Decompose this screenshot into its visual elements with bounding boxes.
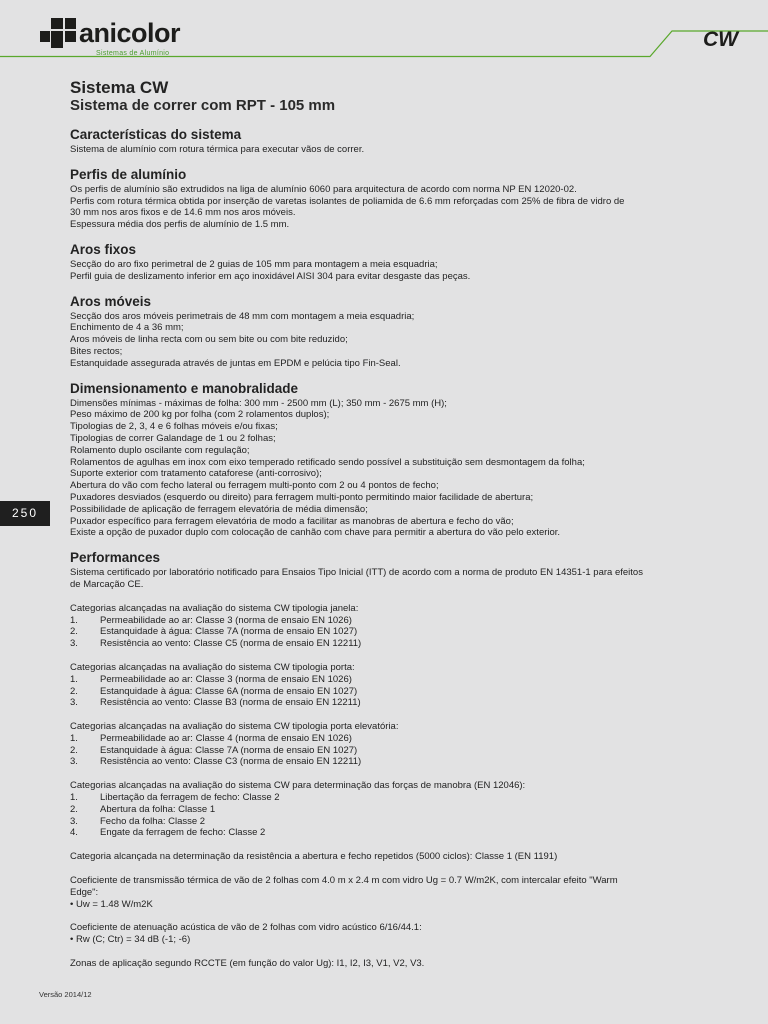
item-number: 1. [70,732,78,744]
item-number: 1. [70,614,78,626]
text-line: Sistema de alumínio com rotura térmica para executar vãos de correr. [70,144,365,155]
section-aros-moveis [70,294,700,370]
closing-transmissao-termica [70,875,700,910]
item-text: Estanquidade à água: Classe 6A (norma de ensaio EN 1027) [100,685,358,697]
text-line: Zonas de aplicação segundo RCCTE (em função do valor Ug): I1, I2, I3, V1, V2, V3. [70,958,425,970]
text-line: • Rw (C; Ctr) = 34 dB (-1; -6) [70,934,191,946]
section-title: Performances [70,550,161,566]
document-body [70,78,700,970]
item-text: Abertura da folha: Classe 1 [100,803,216,815]
text-line: Puxadores desviados (esquerdo ou direito) para ferragem multi-ponto permitindo maior facilidade de abertura; [70,491,534,503]
item-text: Resistência ao vento: Classe B3 (norma de ensaio EN 12211) [100,697,361,709]
category-group-porta-elevatoria [70,721,700,768]
item-number: 4. [70,827,78,839]
list-item [70,638,700,650]
item-number: 2. [70,803,78,815]
item-number: 3. [70,815,78,827]
text-line: Sistema certificado por laboratório notificado para Ensaios Tipo Inicial (ITT) de acordo com a norma de produto EN 14351-1 para efeitos [70,567,643,579]
group-heading: Categorias alcançadas na avaliação do sistema CW tipologia janela: [70,602,359,614]
item-number: 3. [70,756,78,768]
list-item [70,792,700,804]
text-line: Tipologias de 2, 3, 4 e 6 folhas móveis e/ou fixas; [70,421,278,433]
page-header [0,0,768,64]
item-text: Permeabilidade ao ar: Classe 4 (norma de ensaio EN 1026) [100,732,352,744]
section-dimensionamento [70,381,700,540]
text-line: Puxador específico para ferragem elevatória de modo a facilitar as manobras de abertura e fecho do vão; [70,515,514,527]
item-text: Permeabilidade ao ar: Classe 3 (norma de ensaio EN 1026) [100,614,352,626]
text-line: Coeficiente de atenuação acústica de vão de 2 folhas com vidro acústico 6/16/44.1: [70,922,422,934]
category-group-janela [70,603,700,650]
section-title: Dimensionamento e manobralidade [70,380,299,396]
item-text: Estanquidade à água: Classe 7A (norma de ensaio EN 1027) [100,626,358,638]
text-line: Tipologias de correr Galandage de 1 ou 2 folhas; [70,432,276,444]
text-line: Categoria alcançada na determinação da resistência a abertura e fecho repetidos (5000 ciclos): Classe 1 (EN 1191) [70,851,558,863]
group-heading: Categorias alcançadas na avaliação do sistema CW tipologia porta: [70,661,355,673]
section-perfis [70,167,700,231]
item-number: 2. [70,626,78,638]
item-number: 3. [70,638,78,650]
list-item [70,745,700,757]
category-group-porta [70,662,700,709]
closing-zonas-aplicacao [70,958,700,970]
system-code: CW [703,28,738,51]
item-text: Fecho da folha: Classe 2 [100,815,206,827]
section-aros-fixos [70,242,700,283]
text-line: Perfis com rotura térmica obtida por inserção de varetas isolantes de poliamida de 6.6 mm reforçadas com 25% de fibra de vidro de [70,195,625,207]
text-line: Bites rectos; [70,345,123,357]
list-item [70,686,700,698]
brand-name: anicolor [79,18,181,48]
list-item [70,615,700,627]
list-item [70,674,700,686]
text-line: de Marcação CE. [70,578,144,590]
item-text: Permeabilidade ao ar: Classe 3 (norma de ensaio EN 1026) [100,673,352,685]
section-title: Aros móveis [70,293,152,309]
text-line: Perfil guia de deslizamento inferior em aço inoxidável AISI 304 para evitar desgaste das peças. [70,270,471,282]
item-number: 2. [70,744,78,756]
item-text: Resistência ao vento: Classe C3 (norma de ensaio EN 12211) [100,756,362,768]
section-caracteristicas [70,127,700,156]
text-line: Abertura do vão com fecho lateral ou ferragem multi-ponto com 2 ou 4 pontos de fecho; [70,480,439,492]
text-line: 30 mm nos aros fixos e de 14.6 mm nos aros móveis. [70,207,296,219]
list-item [70,816,700,828]
logo-mark-icon [40,18,76,48]
text-line: Secção dos aros móveis perimetrais de 48 mm com montagem a meia esquadria; [70,310,415,322]
page-subtitle: Sistema de correr com RPT - 105 mm [70,97,336,114]
text-line: Espessura média dos perfis de alumínio de 1.5 mm. [70,219,290,231]
list-item [70,756,700,768]
text-line: Possibilidade de aplicação de ferragem elevatória de média dimensão; [70,503,368,515]
category-group-forcas-manobra [70,780,700,839]
text-line: Secção do aro fixo perimetral de 2 guias de 105 mm para montagem a meia esquadria; [70,258,438,270]
group-heading: Categorias alcançadas na avaliação do sistema CW tipologia porta elevatória: [70,721,399,733]
text-line: Peso máximo de 200 kg por folha (com 2 rolamentos duplos); [70,409,330,421]
text-line: Rolamento duplo oscilante com regulação; [70,444,250,456]
group-heading: Categorias alcançadas na avaliação do sistema CW para determinação das forças de manobra (EN 12046): [70,780,526,792]
text-line: Suporte exterior com tratamento cataforese (anti-corrosivo); [70,468,322,480]
text-line: • Uw = 1.48 W/m2K [70,898,153,910]
closing-resistencia [70,851,700,863]
section-title: Aros fixos [70,241,137,257]
brand-subtitle: Sistemas de Alumínio [96,50,170,57]
section-performances [70,550,700,970]
item-number: 2. [70,685,78,697]
page-number-tab: 250 [0,501,50,526]
text-line: Dimensões mínimas - máximas de folha: 300 mm - 2500 mm (L); 350 mm - 2675 mm (H); [70,397,447,409]
list-item [70,827,700,839]
section-title: Características do sistema [70,127,242,142]
section-title: Perfis de alumínio [70,166,187,182]
list-item [70,626,700,638]
item-text: Engate da ferragem de fecho: Classe 2 [100,827,266,839]
text-line: Rolamentos de agulhas em inox com eixo temperado retificado sendo possível a substituição sem desmontagem da folha; [70,456,585,468]
list-item [70,804,700,816]
text-line: Os perfis de alumínio são extrudidos na liga de alumínio 6060 para arquitectura de acordo com norma NP EN 12020-02. [70,183,577,195]
text-line: Edge": [70,886,99,898]
item-number: 1. [70,673,78,685]
anicolor-logo [40,17,200,59]
list-item [70,733,700,745]
item-number: 1. [70,792,78,804]
text-line: Enchimento de 4 a 36 mm; [70,322,184,334]
item-number: 3. [70,697,78,709]
text-line: Existe a opção de puxador duplo com colocação de canhão com chave para permitir a abertura do vão pelo exterior. [70,527,561,539]
item-text: Resistência ao vento: Classe C5 (norma de ensaio EN 12211) [100,638,362,650]
version-label: Versão 2014/12 [39,990,92,999]
text-line: Estanquidade assegurada através de juntas em EPDM e pelúcia tipo Fin-Seal. [70,357,401,369]
closing-atenuacao-acustica [70,922,700,946]
item-text: Estanquidade à água: Classe 7A (norma de ensaio EN 1027) [100,744,358,756]
page-title: Sistema CW [70,78,169,97]
text-line: Aros móveis de linha recta com ou sem bite ou com bite reduzido; [70,334,348,346]
item-text: Libertação da ferragem de fecho: Classe 2 [100,792,280,804]
text-line: Coeficiente de transmissão térmica de vão de 2 folhas com 4.0 m x 2.4 m com vidro Ug = 0.7 W/m2K, com intercalar efeito "Warm [70,875,618,887]
list-item [70,697,700,709]
